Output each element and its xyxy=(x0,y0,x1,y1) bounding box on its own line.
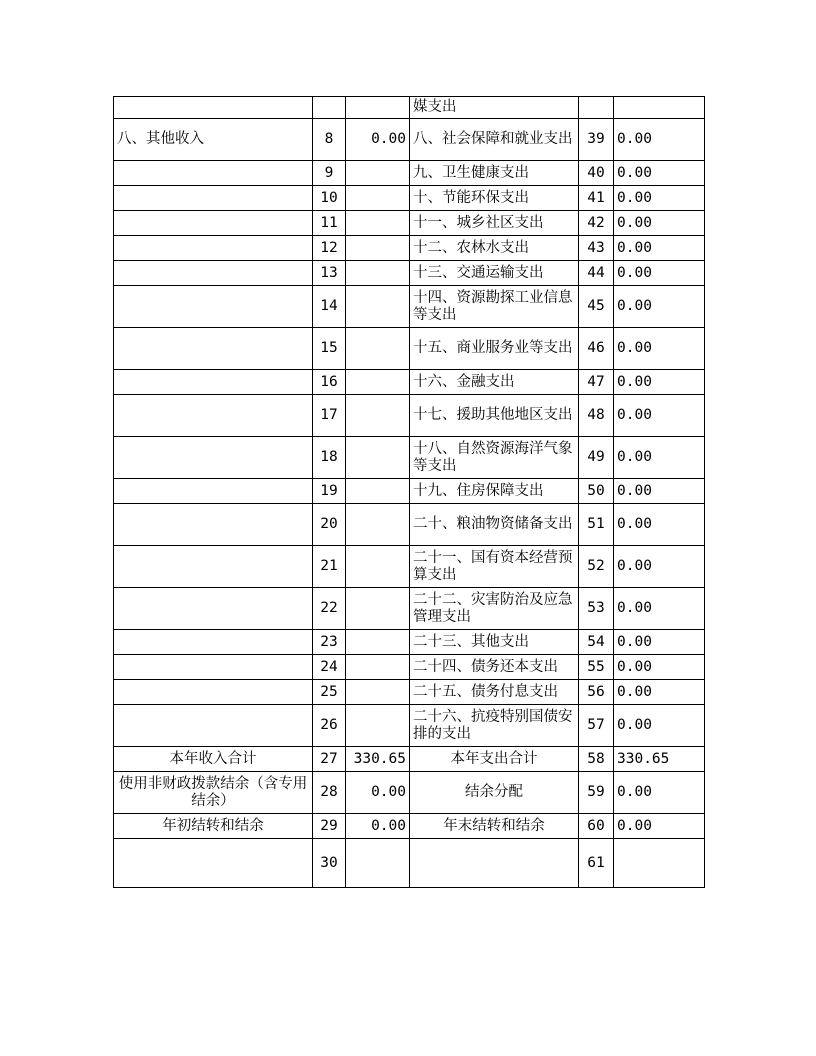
expense-item-name: 八、社会保障和就业支出 xyxy=(410,119,579,161)
income-amount xyxy=(346,236,410,261)
income-line-number: 24 xyxy=(313,655,346,680)
expense-item-name: 十八、自然资源海洋气象等支出 xyxy=(410,437,579,479)
expense-line-number: 60 xyxy=(579,814,614,839)
expense-item-name: 二十、粮油物资储备支出 xyxy=(410,504,579,546)
table-row xyxy=(114,395,705,437)
table-row xyxy=(114,286,705,328)
table-row xyxy=(114,680,705,705)
expense-line-number: 58 xyxy=(579,747,614,772)
income-amount xyxy=(346,97,410,119)
income-item-name xyxy=(114,655,313,680)
expense-item-name: 十九、住房保障支出 xyxy=(410,479,579,504)
expense-item-name: 十五、商业服务业等支出 xyxy=(410,328,579,370)
income-item-name xyxy=(114,328,313,370)
expense-amount: 0.00 xyxy=(614,479,705,504)
income-item-name xyxy=(114,261,313,286)
income-amount xyxy=(346,705,410,747)
expense-line-number: 48 xyxy=(579,395,614,437)
income-amount xyxy=(346,839,410,888)
table-row xyxy=(114,747,705,772)
income-line-number: 28 xyxy=(313,772,346,814)
expense-item-name: 二十三、其他支出 xyxy=(410,630,579,655)
expense-line-number: 61 xyxy=(579,839,614,888)
table-row xyxy=(114,97,705,119)
expense-line-number: 56 xyxy=(579,680,614,705)
expense-line-number: 52 xyxy=(579,546,614,588)
income-amount xyxy=(346,286,410,328)
income-amount xyxy=(346,680,410,705)
income-line-number: 10 xyxy=(313,186,346,211)
income-line-number: 8 xyxy=(313,119,346,161)
income-amount xyxy=(346,546,410,588)
expense-line-number: 57 xyxy=(579,705,614,747)
expense-line-number xyxy=(579,97,614,119)
income-item-name: 年初结转和结余 xyxy=(114,814,313,839)
expense-item-name: 本年支出合计 xyxy=(410,747,579,772)
expense-line-number: 53 xyxy=(579,588,614,630)
income-amount xyxy=(346,370,410,395)
income-amount xyxy=(346,211,410,236)
expense-amount: 0.00 xyxy=(614,328,705,370)
income-amount xyxy=(346,395,410,437)
expense-amount: 0.00 xyxy=(614,161,705,186)
expense-line-number: 41 xyxy=(579,186,614,211)
income-amount xyxy=(346,437,410,479)
income-line-number: 16 xyxy=(313,370,346,395)
expense-line-number: 59 xyxy=(579,772,614,814)
income-amount xyxy=(346,588,410,630)
income-line-number: 12 xyxy=(313,236,346,261)
income-item-name: 本年收入合计 xyxy=(114,747,313,772)
expense-amount: 0.00 xyxy=(614,437,705,479)
income-item-name: 八、其他收入 xyxy=(114,119,313,161)
table-row xyxy=(114,479,705,504)
table-row xyxy=(114,588,705,630)
income-item-name xyxy=(114,370,313,395)
expense-amount: 0.00 xyxy=(614,119,705,161)
expense-item-name: 十七、援助其他地区支出 xyxy=(410,395,579,437)
table-row xyxy=(114,161,705,186)
expense-line-number: 42 xyxy=(579,211,614,236)
income-line-number: 29 xyxy=(313,814,346,839)
income-item-name xyxy=(114,680,313,705)
expense-item-name: 十四、资源勘探工业信息等支出 xyxy=(410,286,579,328)
expense-item-name: 二十二、灾害防治及应急管理支出 xyxy=(410,588,579,630)
table-row xyxy=(114,261,705,286)
expense-amount: 0.00 xyxy=(614,546,705,588)
expense-amount: 330.65 xyxy=(614,747,705,772)
income-line-number: 19 xyxy=(313,479,346,504)
income-amount: 0.00 xyxy=(346,119,410,161)
expense-amount: 0.00 xyxy=(614,705,705,747)
income-line-number: 18 xyxy=(313,437,346,479)
income-line-number xyxy=(313,97,346,119)
income-item-name xyxy=(114,630,313,655)
income-amount xyxy=(346,186,410,211)
expense-item-name: 二十一、国有资本经营预算支出 xyxy=(410,546,579,588)
expense-amount: 0.00 xyxy=(614,186,705,211)
table-row xyxy=(114,211,705,236)
income-amount: 0.00 xyxy=(346,772,410,814)
expense-line-number: 46 xyxy=(579,328,614,370)
income-line-number: 14 xyxy=(313,286,346,328)
income-amount xyxy=(346,630,410,655)
table-row xyxy=(114,504,705,546)
expense-item-name: 二十五、债务付息支出 xyxy=(410,680,579,705)
table-row xyxy=(114,630,705,655)
income-amount xyxy=(346,479,410,504)
expense-amount: 0.00 xyxy=(614,261,705,286)
table-row xyxy=(114,839,705,888)
income-item-name: 使用非财政拨款结余（含专用结余） xyxy=(114,772,313,814)
income-item-name xyxy=(114,286,313,328)
expense-line-number: 51 xyxy=(579,504,614,546)
income-line-number: 17 xyxy=(313,395,346,437)
income-item-name xyxy=(114,395,313,437)
income-line-number: 15 xyxy=(313,328,346,370)
expense-amount: 0.00 xyxy=(614,814,705,839)
income-amount xyxy=(346,328,410,370)
expense-line-number: 50 xyxy=(579,479,614,504)
expense-line-number: 49 xyxy=(579,437,614,479)
table-row xyxy=(114,119,705,161)
expense-amount: 0.00 xyxy=(614,395,705,437)
expense-line-number: 54 xyxy=(579,630,614,655)
expense-amount: 0.00 xyxy=(614,286,705,328)
table-row xyxy=(114,437,705,479)
income-line-number: 20 xyxy=(313,504,346,546)
table-row xyxy=(114,546,705,588)
income-line-number: 25 xyxy=(313,680,346,705)
expense-amount: 0.00 xyxy=(614,655,705,680)
expense-item-name: 九、卫生健康支出 xyxy=(410,161,579,186)
income-item-name xyxy=(114,211,313,236)
income-item-name xyxy=(114,479,313,504)
expense-amount: 0.00 xyxy=(614,588,705,630)
income-line-number: 11 xyxy=(313,211,346,236)
expense-item-name: 结余分配 xyxy=(410,772,579,814)
expense-item-name: 十三、交通运输支出 xyxy=(410,261,579,286)
income-item-name xyxy=(114,504,313,546)
income-item-name xyxy=(114,437,313,479)
expense-item-name: 二十四、债务还本支出 xyxy=(410,655,579,680)
table-row xyxy=(114,772,705,814)
table-row xyxy=(114,655,705,680)
income-item-name xyxy=(114,236,313,261)
expense-amount: 0.00 xyxy=(614,630,705,655)
expense-amount: 0.00 xyxy=(614,236,705,261)
expense-item-name: 十一、城乡社区支出 xyxy=(410,211,579,236)
income-item-name xyxy=(114,588,313,630)
expense-amount xyxy=(614,97,705,119)
income-amount: 330.65 xyxy=(346,747,410,772)
income-line-number: 21 xyxy=(313,546,346,588)
table-row xyxy=(114,186,705,211)
table-row xyxy=(114,705,705,747)
expense-item-name: 年末结转和结余 xyxy=(410,814,579,839)
income-expense-table xyxy=(113,96,705,888)
income-amount xyxy=(346,504,410,546)
income-amount: 0.00 xyxy=(346,814,410,839)
income-line-number: 13 xyxy=(313,261,346,286)
income-line-number: 23 xyxy=(313,630,346,655)
expense-item-name: 十六、金融支出 xyxy=(410,370,579,395)
income-item-name xyxy=(114,161,313,186)
income-amount xyxy=(346,655,410,680)
expense-line-number: 39 xyxy=(579,119,614,161)
expense-amount: 0.00 xyxy=(614,370,705,395)
expense-line-number: 44 xyxy=(579,261,614,286)
expense-amount: 0.00 xyxy=(614,772,705,814)
expense-line-number: 40 xyxy=(579,161,614,186)
expense-line-number: 55 xyxy=(579,655,614,680)
expense-line-number: 47 xyxy=(579,370,614,395)
table-row xyxy=(114,236,705,261)
income-item-name xyxy=(114,186,313,211)
income-amount xyxy=(346,261,410,286)
expense-amount: 0.00 xyxy=(614,504,705,546)
income-item-name xyxy=(114,839,313,888)
table-row xyxy=(114,814,705,839)
expense-amount: 0.00 xyxy=(614,680,705,705)
income-line-number: 30 xyxy=(313,839,346,888)
income-line-number: 27 xyxy=(313,747,346,772)
income-line-number: 22 xyxy=(313,588,346,630)
expense-item-name: 媒支出 xyxy=(410,97,579,119)
income-item-name xyxy=(114,97,313,119)
income-item-name xyxy=(114,546,313,588)
income-item-name xyxy=(114,705,313,747)
expense-amount xyxy=(614,839,705,888)
expense-item-name: 二十六、抗疫特别国债安排的支出 xyxy=(410,705,579,747)
income-line-number: 26 xyxy=(313,705,346,747)
expense-line-number: 45 xyxy=(579,286,614,328)
expense-item-name xyxy=(410,839,579,888)
table-body xyxy=(114,97,705,888)
income-line-number: 9 xyxy=(313,161,346,186)
table-row xyxy=(114,370,705,395)
expense-item-name: 十二、农林水支出 xyxy=(410,236,579,261)
table-row xyxy=(114,328,705,370)
expense-item-name: 十、节能环保支出 xyxy=(410,186,579,211)
income-amount xyxy=(346,161,410,186)
expense-amount: 0.00 xyxy=(614,211,705,236)
expense-line-number: 43 xyxy=(579,236,614,261)
